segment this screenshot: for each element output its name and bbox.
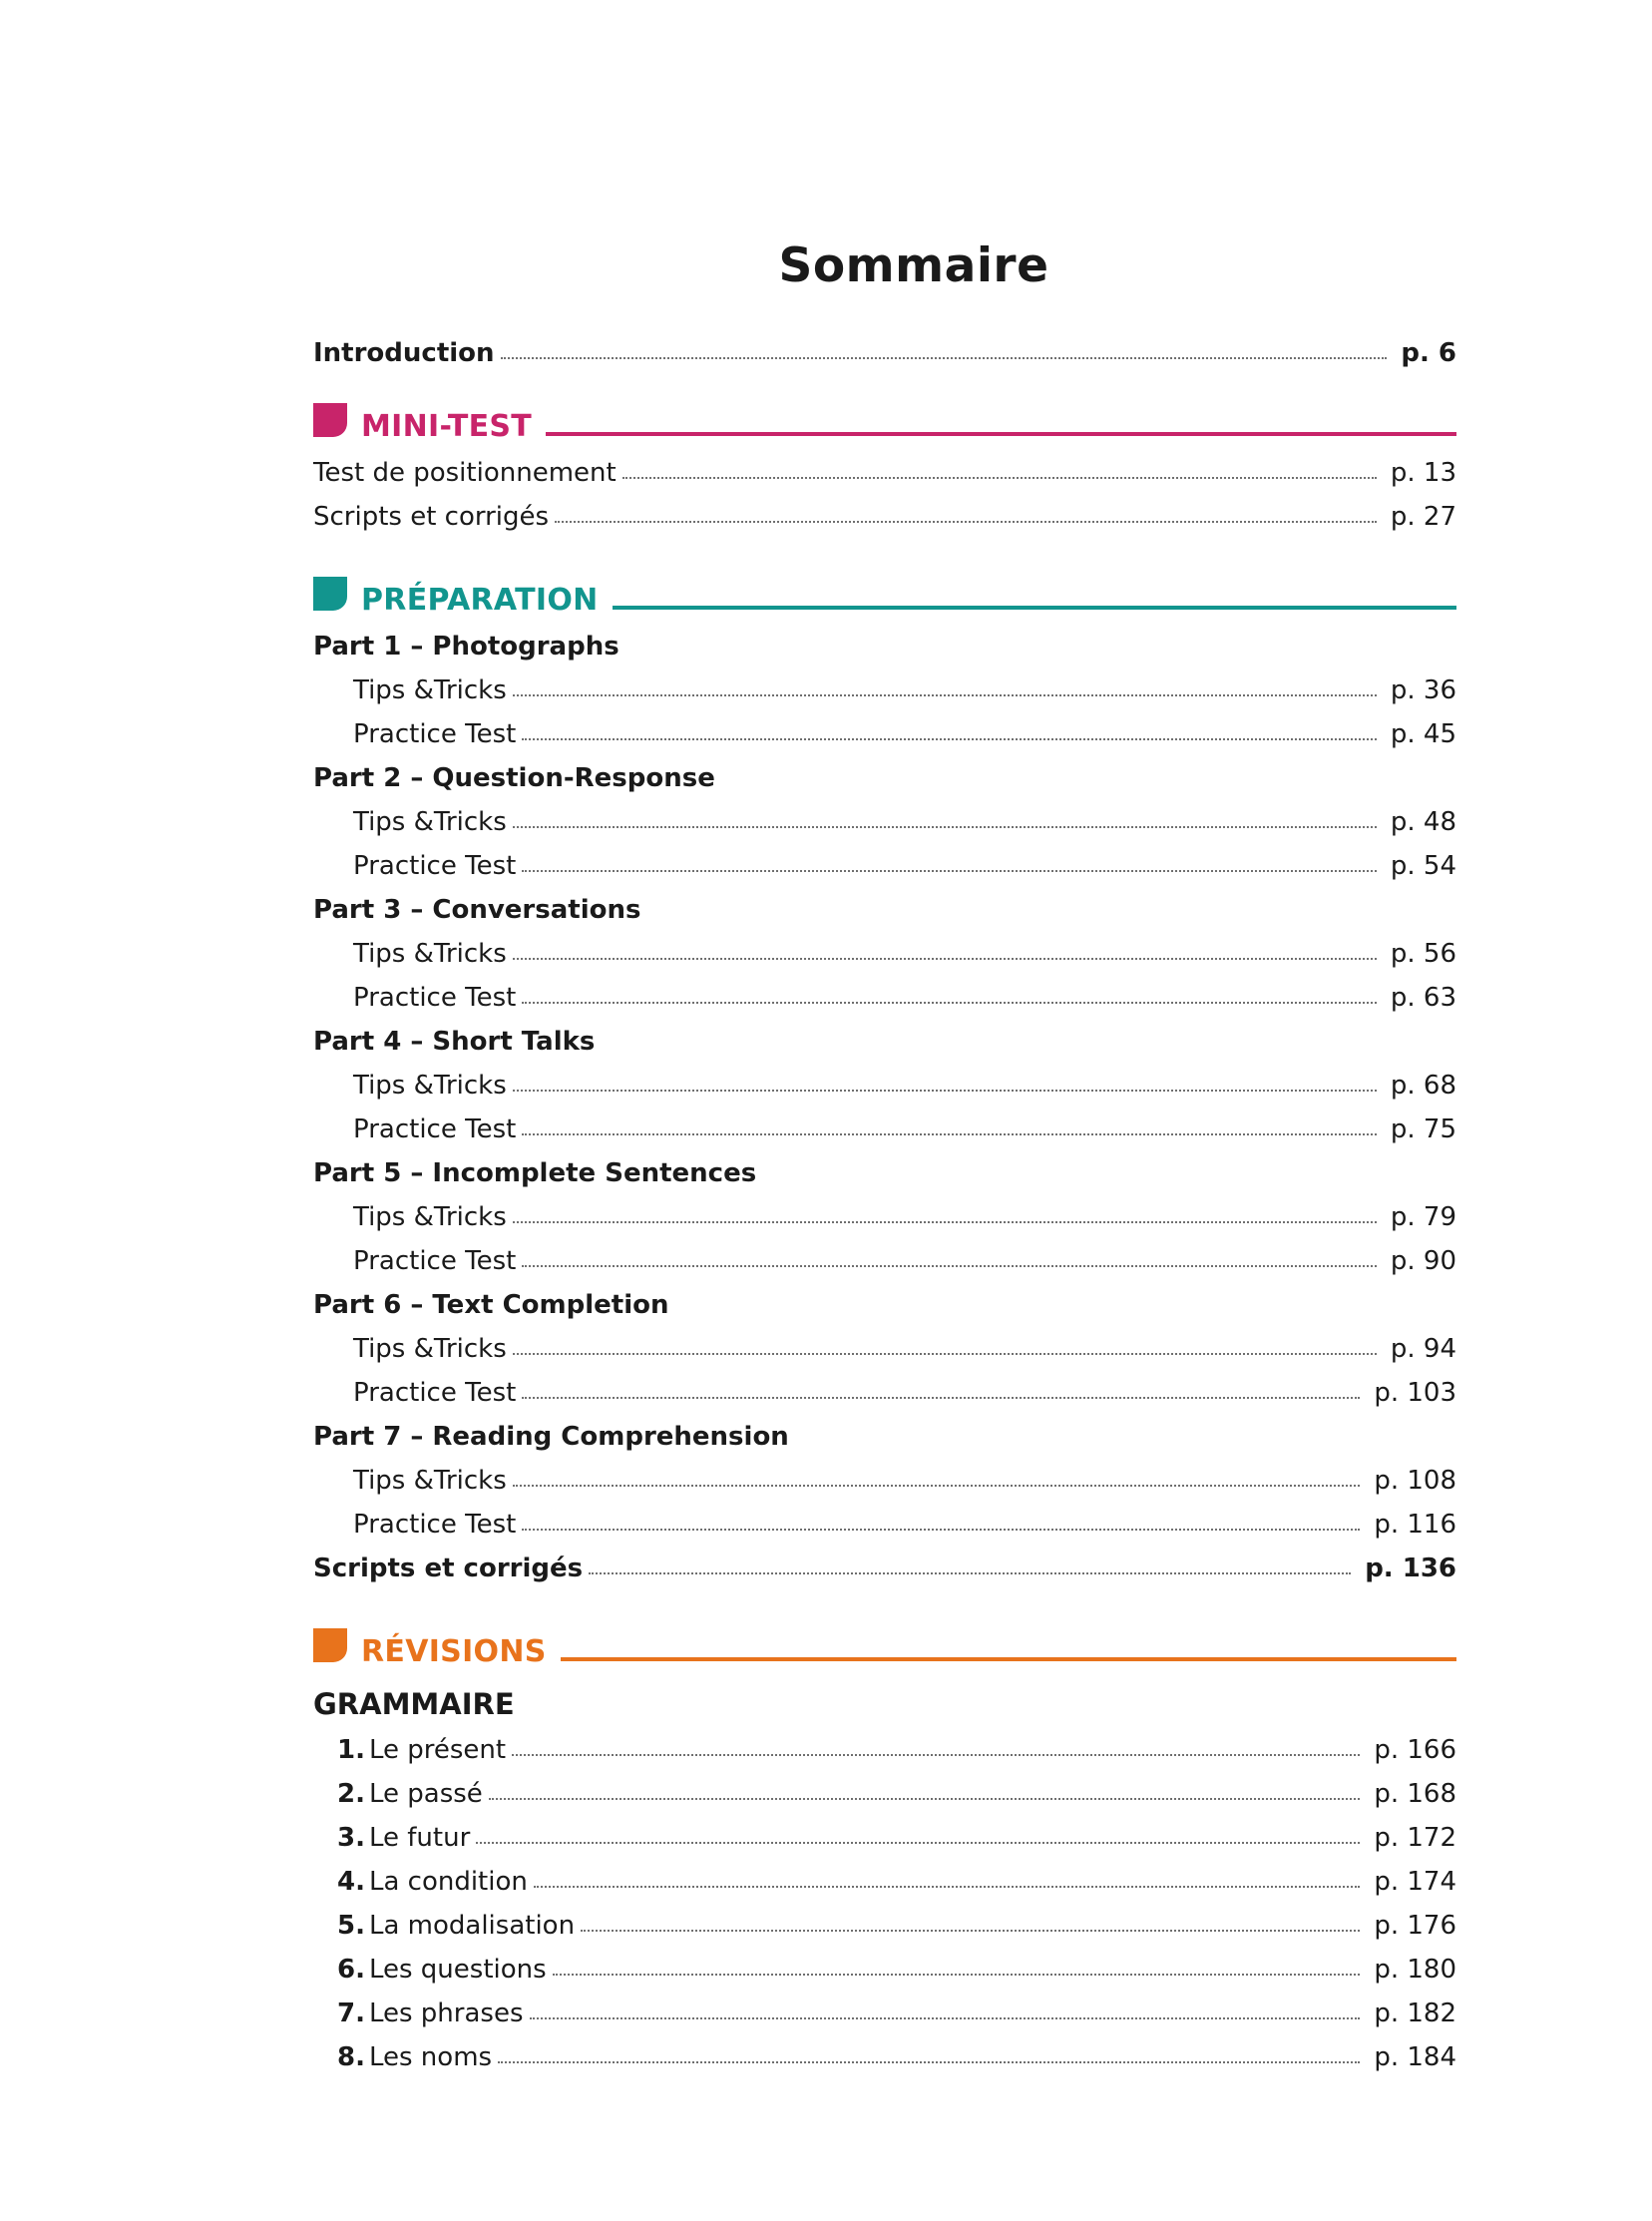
entry-page: p. 48 <box>1390 807 1456 837</box>
dot-leader <box>513 694 1377 696</box>
entry-label: Practice Test <box>353 983 517 1013</box>
entry-label: Tips &Tricks <box>353 1071 507 1101</box>
subsection-heading: GRAMMAIRE <box>313 1687 515 1721</box>
toc-entry[interactable] <box>313 844 1456 888</box>
toc-entry[interactable] <box>313 1860 1456 1904</box>
section-rule <box>561 1657 1456 1661</box>
entry-label: Practice Test <box>353 719 517 749</box>
dot-leader <box>522 1133 1377 1135</box>
entry-label <box>313 2035 492 2079</box>
entry-label: Practice Test <box>353 1378 517 1408</box>
toc-entry[interactable] <box>313 1371 1456 1415</box>
toc-entry[interactable] <box>313 1239 1456 1283</box>
page-title: Sommaire <box>778 238 1049 293</box>
toc-entry[interactable] <box>313 1108 1456 1151</box>
toc-entry[interactable] <box>313 712 1456 756</box>
entry-label: Scripts et corrigés <box>313 1554 584 1583</box>
toc-entry[interactable] <box>313 1772 1456 1816</box>
section-rule <box>546 432 1456 436</box>
toc-entry[interactable] <box>313 2035 1456 2079</box>
entry-number: 1. <box>337 1735 365 1765</box>
toc-entry[interactable] <box>313 932 1456 976</box>
dot-leader <box>513 958 1377 960</box>
section-header-preparation <box>313 575 1456 625</box>
entry-text: Les noms <box>368 2042 493 2072</box>
entry-page: p. 27 <box>1390 502 1456 532</box>
dot-leader <box>522 738 1377 740</box>
section-title: PRÉPARATION <box>361 582 599 618</box>
entry-page: p. 108 <box>1374 1466 1456 1496</box>
toc-entry[interactable] <box>313 1992 1456 2035</box>
section-header-revisions <box>313 1626 1456 1676</box>
dot-leader <box>522 1265 1377 1267</box>
entry-page: p. 79 <box>1390 1202 1456 1232</box>
dot-leader <box>522 1397 1360 1399</box>
entry-page: p. 136 <box>1365 1554 1456 1583</box>
entry-text: La condition <box>368 1867 528 1897</box>
dot-leader <box>522 870 1377 872</box>
entry-page: p. 168 <box>1374 1779 1456 1809</box>
entry-label <box>313 1992 524 2035</box>
entry-page: p. 6 <box>1401 338 1456 368</box>
dot-leader <box>489 1798 1361 1800</box>
dot-leader <box>476 1842 1360 1844</box>
part-heading: Part 5 – Incomplete Sentences <box>313 1158 757 1188</box>
toc-entry-introduction[interactable] <box>313 331 1456 375</box>
entry-label <box>313 1772 483 1816</box>
entry-number: 5. <box>337 1911 365 1941</box>
entry-page: p. 182 <box>1374 1999 1456 2028</box>
entry-label: Introduction <box>313 338 495 368</box>
entry-label: Scripts et corrigés <box>313 502 550 532</box>
part-heading: Part 2 – Question-Response <box>313 763 715 793</box>
section-header-mini-test <box>313 401 1456 451</box>
section-title: MINI-TEST <box>361 408 533 444</box>
dot-leader <box>534 1886 1360 1888</box>
entry-number: 2. <box>337 1779 365 1809</box>
toc-entry[interactable] <box>313 1728 1456 1772</box>
entry-text: Le futur <box>368 1823 471 1853</box>
dot-leader <box>555 521 1377 523</box>
entry-number: 4. <box>337 1867 365 1897</box>
entry-label <box>313 1728 506 1772</box>
entry-page: p. 36 <box>1390 675 1456 705</box>
entry-page: p. 54 <box>1390 851 1456 881</box>
dot-leader <box>553 1974 1361 1976</box>
entry-label: Practice Test <box>353 1114 517 1144</box>
entry-page: p. 13 <box>1390 458 1456 488</box>
dot-leader <box>522 1002 1377 1004</box>
part-heading: Part 6 – Text Completion <box>313 1290 669 1320</box>
entry-page: p. 68 <box>1390 1071 1456 1101</box>
entry-label: Tips &Tricks <box>353 807 507 837</box>
dot-leader <box>522 1529 1360 1531</box>
toc-entry[interactable] <box>313 1327 1456 1371</box>
toc-entry[interactable] <box>313 1195 1456 1239</box>
toc-entry[interactable] <box>313 451 1456 495</box>
entry-text: La modalisation <box>368 1911 576 1941</box>
entry-label: Test de positionnement <box>313 458 617 488</box>
part-heading: Part 3 – Conversations <box>313 895 641 925</box>
dot-leader <box>513 1353 1377 1355</box>
entry-page: p. 166 <box>1374 1735 1456 1765</box>
dot-leader <box>530 2017 1361 2019</box>
entry-page: p. 184 <box>1374 2042 1456 2072</box>
entry-page: p. 174 <box>1374 1867 1456 1897</box>
toc-entry[interactable] <box>313 668 1456 712</box>
entry-page: p. 56 <box>1390 939 1456 969</box>
dot-leader <box>622 477 1377 479</box>
entry-page: p. 94 <box>1390 1334 1456 1364</box>
entry-label: Tips &Tricks <box>353 1202 507 1232</box>
dot-leader <box>589 1572 1351 1574</box>
entry-page: p. 63 <box>1390 983 1456 1013</box>
toc-entry[interactable] <box>313 495 1456 539</box>
toc-entry[interactable] <box>313 1904 1456 1948</box>
entry-text: Les phrases <box>368 1999 524 2028</box>
section-tab-icon <box>313 577 347 611</box>
entry-page: p. 90 <box>1390 1246 1456 1276</box>
toc-entry[interactable] <box>313 1816 1456 1860</box>
entry-number: 3. <box>337 1823 365 1853</box>
entry-page: p. 75 <box>1390 1114 1456 1144</box>
entry-text: Les questions <box>368 1955 547 1985</box>
dot-leader <box>501 357 1388 359</box>
toc-entry-scripts[interactable] <box>313 1547 1456 1590</box>
dot-leader <box>581 1930 1360 1932</box>
entry-page: p. 176 <box>1374 1911 1456 1941</box>
section-tab-icon <box>313 1628 347 1662</box>
toc-entry[interactable] <box>313 1503 1456 1547</box>
section-title: RÉVISIONS <box>361 1633 547 1669</box>
entry-label <box>313 1948 547 1992</box>
entry-label: Practice Test <box>353 851 517 881</box>
entry-label <box>313 1816 470 1860</box>
dot-leader <box>513 1090 1377 1092</box>
entry-label <box>313 1904 575 1948</box>
entry-page: p. 45 <box>1390 719 1456 749</box>
toc-entry[interactable] <box>313 1948 1456 1992</box>
entry-label: Tips &Tricks <box>353 675 507 705</box>
entry-page: p. 103 <box>1374 1378 1456 1408</box>
toc-entry[interactable] <box>313 1064 1456 1108</box>
section-rule <box>613 606 1456 610</box>
entry-page: p. 172 <box>1374 1823 1456 1853</box>
entry-number: 8. <box>337 2042 365 2072</box>
toc-entry[interactable] <box>313 1459 1456 1503</box>
entry-text: Le passé <box>368 1779 483 1809</box>
dot-leader <box>512 1754 1360 1756</box>
entry-label: Tips &Tricks <box>353 939 507 969</box>
entry-text: Le présent <box>368 1735 507 1765</box>
entry-number: 6. <box>337 1955 365 1985</box>
entry-number: 7. <box>337 1999 365 2028</box>
entry-page: p. 116 <box>1374 1510 1456 1540</box>
entry-label <box>313 1860 528 1904</box>
part-heading: Part 7 – Reading Comprehension <box>313 1422 789 1452</box>
toc-content <box>313 231 1456 2079</box>
dot-leader <box>513 826 1377 828</box>
toc-entry[interactable] <box>313 800 1456 844</box>
entry-label: Tips &Tricks <box>353 1334 507 1364</box>
dot-leader <box>513 1221 1377 1223</box>
entry-page: p. 180 <box>1374 1955 1456 1985</box>
part-heading: Part 4 – Short Talks <box>313 1027 596 1057</box>
dot-leader <box>498 2061 1360 2063</box>
part-heading: Part 1 – Photographs <box>313 632 620 662</box>
dot-leader <box>513 1485 1361 1487</box>
entry-label: Practice Test <box>353 1246 517 1276</box>
entry-label: Tips &Tricks <box>353 1466 507 1496</box>
section-tab-icon <box>313 403 347 437</box>
entry-label: Practice Test <box>353 1510 517 1540</box>
toc-entry[interactable] <box>313 976 1456 1020</box>
